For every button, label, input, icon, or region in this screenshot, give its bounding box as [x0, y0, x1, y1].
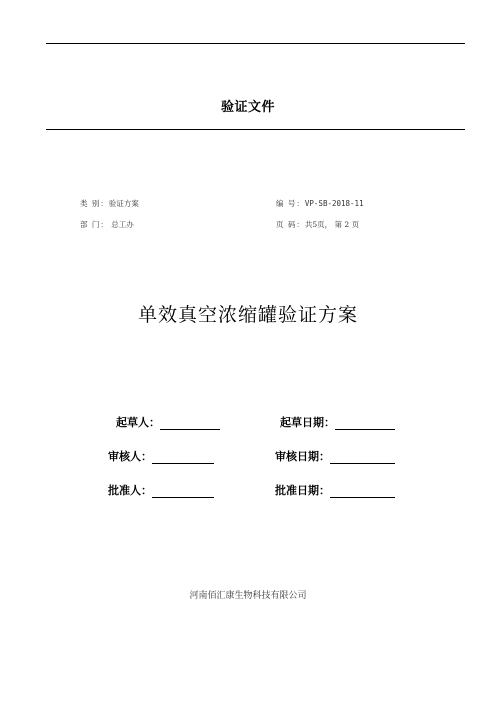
category-label: 类 别：: [80, 199, 109, 208]
review-date-line[interactable]: [330, 451, 395, 464]
approve-date-line[interactable]: [330, 485, 395, 498]
drafter-label: 起草人：: [116, 416, 160, 429]
meta-department: [80, 219, 134, 230]
category-value: 验证方案: [108, 199, 139, 208]
header-rule: [46, 129, 465, 130]
reviewer-signature-line[interactable]: [152, 451, 214, 464]
review-date-field: [275, 448, 395, 464]
approver-label: 批准人：: [108, 484, 152, 497]
document-title: 单效真空浓缩罐验证方案: [137, 304, 358, 326]
drafter-signature-line[interactable]: [160, 417, 220, 430]
approver-field: [108, 482, 214, 498]
dept-value: 总工办: [108, 220, 134, 229]
meta-code: [276, 198, 364, 209]
draft-date-field: [280, 414, 395, 430]
page-value: 共5页， 第 2 页: [304, 220, 360, 229]
top-rule: [46, 43, 465, 44]
reviewer-label: 审核人：: [108, 450, 152, 463]
review-date-label: 审核日期：: [275, 450, 330, 463]
approver-signature-line[interactable]: [152, 485, 214, 498]
meta-category: [80, 198, 139, 209]
reviewer-field: [108, 448, 214, 464]
page-label: 页 码：: [276, 220, 305, 229]
approve-date-field: [275, 482, 395, 498]
draft-date-line[interactable]: [335, 417, 395, 430]
header-title: 验证文件: [220, 100, 275, 115]
code-label: 编 号：: [276, 199, 305, 208]
drafter-field: [116, 414, 220, 430]
approve-date-label: 批准日期：: [275, 484, 330, 497]
meta-page: [276, 219, 359, 230]
draft-date-label: 起草日期：: [280, 416, 335, 429]
code-value: VP-SB-2018-11: [304, 199, 364, 208]
dept-label: 部 门：: [80, 220, 109, 229]
company-name: 河南佰汇康生物科技有限公司: [189, 591, 307, 601]
